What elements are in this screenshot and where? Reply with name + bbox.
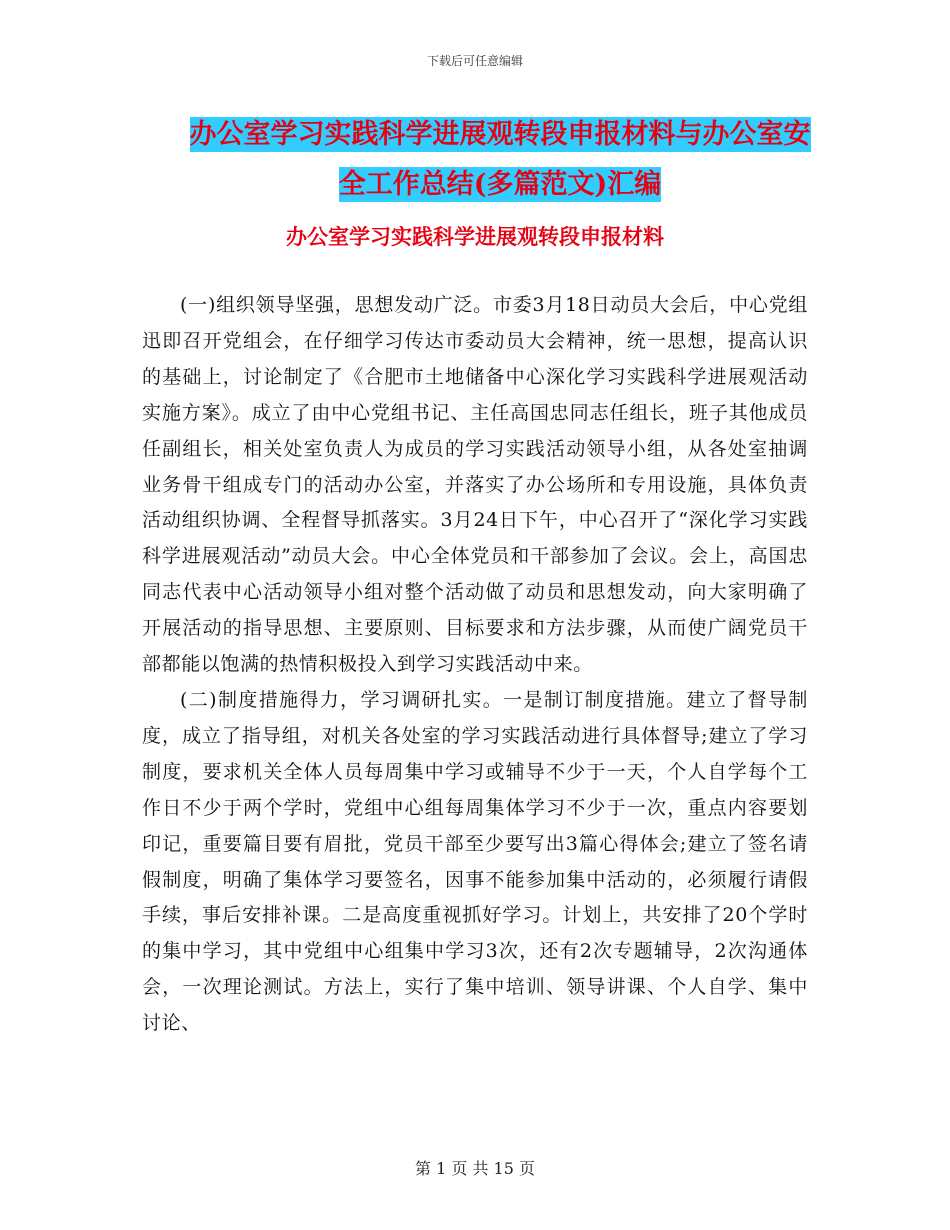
page-number: 第 1 页 共 15 页 — [415, 1159, 535, 1178]
header-note: 下载后可任意编辑 — [426, 54, 523, 68]
document-body — [142, 288, 808, 1042]
document-title — [180, 110, 820, 210]
document-title-line-2: 全工作总结(多篇范文)汇编 — [338, 169, 662, 200]
section-title: 办公室学习实践科学进展观转段申报材料 — [286, 224, 664, 249]
paragraph-2: (二)制度措施得力，学习调研扎实。一是制订制度措施。建立了督导制度，成立了指导组，对机关各处室的学习实践活动进行具体督导;建立了学习制度，要求机关全体人员每周集中学习或辅导不少于一天，个人自学每个工作日不少于两个学时，党组中心组每周集体学习不少于一次，重点内容要划印记，重要篇目要有眉批，党员干部至少要写出3篇心得体会;建立了签名请假制度，明确了集体学习要签名，因事不能参加集中活动的，必须履行请假手续，事后安排补课。二是高度重视抓好学习。计划上，共安排了20个学时的集中学习，其中党组中心组集中学习3次，还有2次专题辅导，2次沟通体会，一次理论测试。方法上，实行了集中培训、领导讲课、个人自学、集中讨论、 — [142, 688, 808, 1035]
document-title-line-1: 办公室学习实践科学进展观转段申报材料与办公室安 — [189, 119, 811, 150]
paragraph-1: (一)组织领导坚强，思想发动广泛。市委3月18日动员大会后，中心党组迅即召开党组会，在仔细学习传达市委动员大会精神，统一思想，提高认识的基础上，讨论制定了《合肥市土地储备中心深化学习实践科学进展观活动实施方案》。成立了由中心党组书记、主任高国忠同志任组长，班子其他成员任副组长，相关处室负责人为成员的学习实践活动领导小组，从各处室抽调业务骨干组成专门的活动办公室，并落实了办公场所和专用设施，具体负责活动组织协调、全程督导抓落实。3月24日下午，中心召开了“深化学习实践科学进展观活动”动员大会。中心全体党员和干部参加了会议。会上，高国忠同志代表中心活动领导小组对整个活动做了动员和思想发动，向大家明确了开展活动的指导思想、主要原则、目标要求和方法步骤，从而使广阔党员干部都能以饱满的热情积极投入到学习实践活动中来。 — [142, 294, 808, 676]
